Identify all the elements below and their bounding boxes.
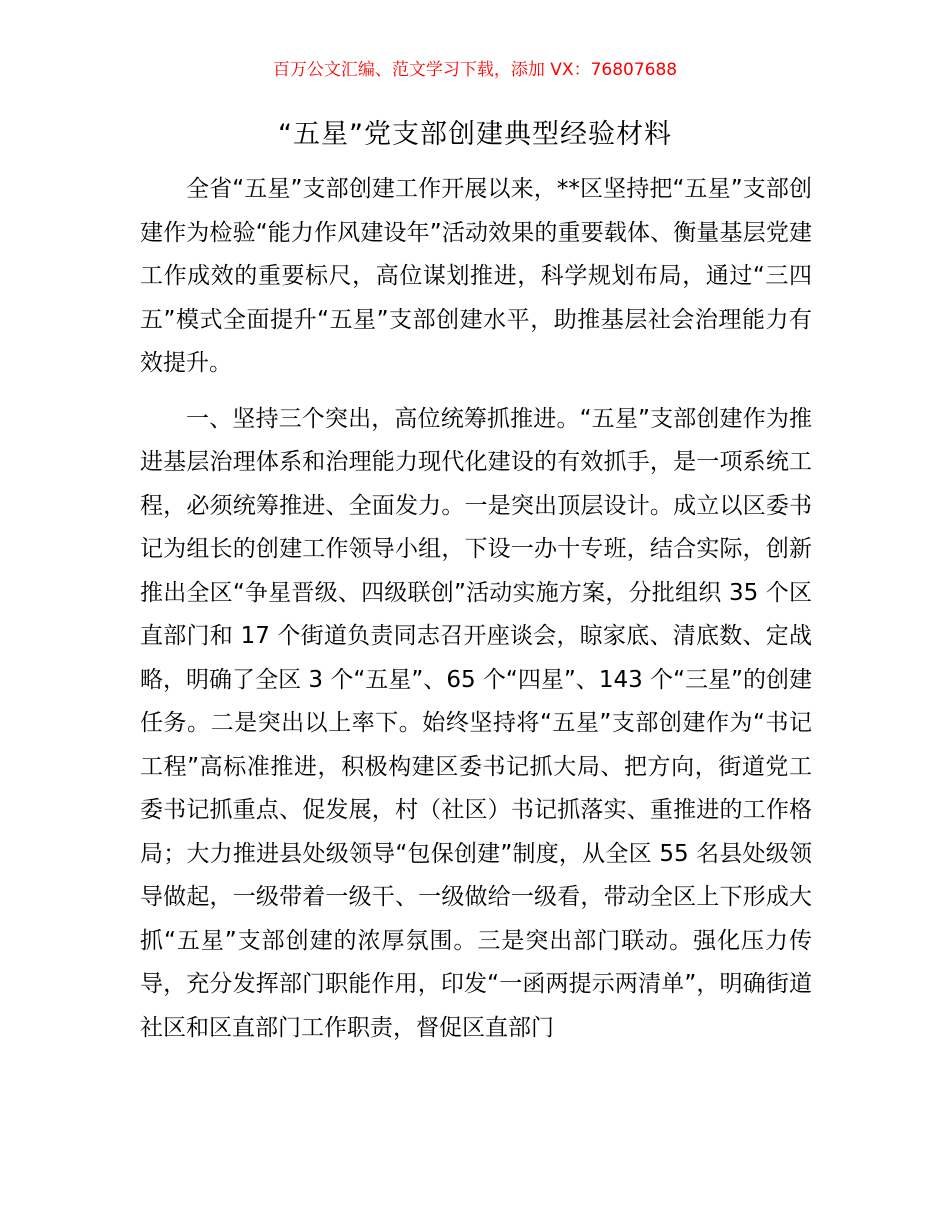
paragraph-section-one: 一、坚持三个突出，高位统筹抓推进。“五星”支部创建作为推进基层治理体系和治理能力现代化建设的有效抓手，是一项系统工程，必须统筹推进、全面发力。一是突出顶层设计。成立以区委书记为组长的创建工作领导小组，下设一办十专班，结合实际，创新推出全区“争星晋级、四级联创”活动实施方案，分批组织 35 个区直部门和 17 个街道负责同志召开座谈会，晾家底、清底数、定战略，明确了全区 3 个“五星”、65 个“四星”、143 个“三星”的创建任务。二是突出以上率下。始终坚持将“五星”支部创建作为“书记工程”高标准推进，积极构建区委书记抓大局、把方向，街道党工委书记抓重点、促发展，村（社区）书记抓落实、重推进的工作格局；大力推进县处级领导“包保创建”制度，从全区 55 名县处级领导做起，一级带着一级干、一级做给一级看，带动全区上下形成大抓“五星”支部创建的浓厚氛围。三是突出部门联动。强化压力传导，充分发挥部门职能作用，印发“一函两提示两清单”，明确街道社区和区直部门工作职责，督促区直部门 <box>140 405 812 1041</box>
document-title: “五星”党支部创建典型经验材料 <box>278 119 672 150</box>
watermark-text: 百万公文汇编、范文学习下载，添加 VX：76807688 <box>272 60 678 80</box>
document-body <box>140 168 812 1062</box>
paragraph-intro: 全省“五星”支部创建工作开展以来，**区坚持把“五星”支部创建作为检验“能力作风建设年”活动效果的重要载体、衡量基层党建工作成效的重要标尺，高位谋划推进，科学规划布局，通过“三四五”模式全面提升“五星”支部创建水平，助推基层社会治理能力有效提升。 <box>140 176 812 376</box>
